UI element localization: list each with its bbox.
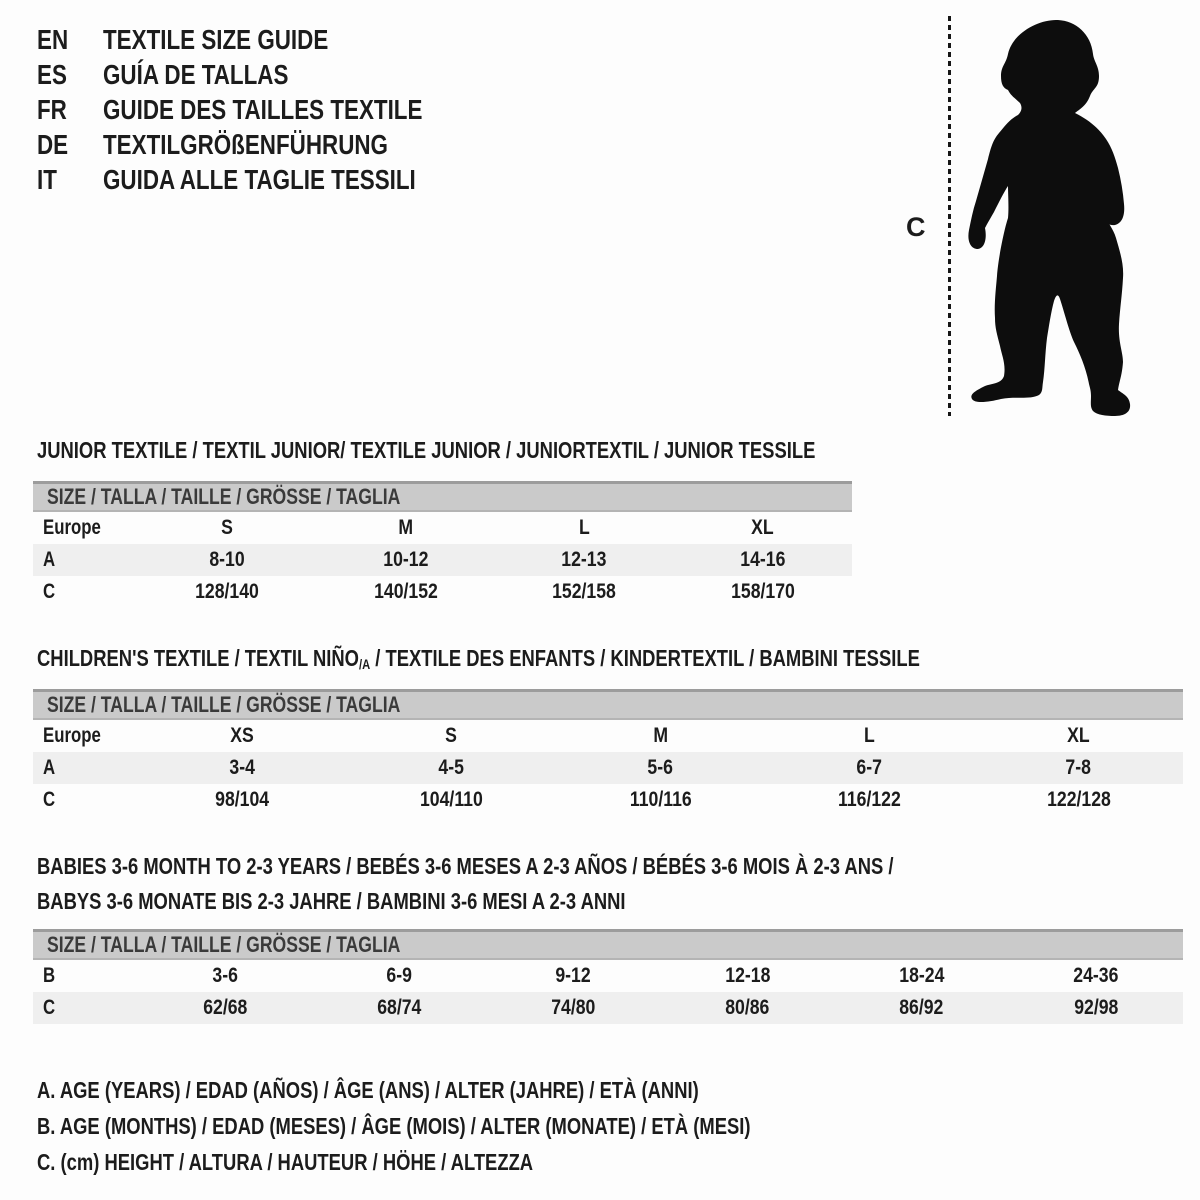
children-section-title-text: [37, 641, 920, 682]
cell-value: 3-4: [229, 756, 256, 779]
language-code: [37, 94, 103, 126]
footnote-c: [37, 1144, 929, 1180]
language-label-text: TEXTILE SIZE GUIDE: [103, 23, 329, 55]
children-title-post: / TEXTILE DES ENFANTS / KINDERTEXTIL / BAMBINI TESSILE: [370, 645, 920, 671]
table-header-row: [33, 691, 1183, 720]
footnotes: [37, 1072, 929, 1180]
cell-value: 152/158: [552, 580, 617, 603]
cell-value: L: [864, 724, 875, 747]
row-label: C: [43, 580, 56, 603]
table-header-row: [33, 483, 852, 512]
table-cell: [660, 992, 834, 1024]
table-cell: [138, 576, 317, 608]
language-label: [103, 24, 502, 56]
row-label-cell: [33, 784, 138, 816]
language-code-text: FR: [37, 93, 67, 125]
cell-value: XS: [230, 724, 255, 747]
table-cell: [138, 544, 317, 576]
language-row-it: [37, 162, 502, 197]
language-label: [103, 164, 502, 196]
cell-value: 92/98: [1073, 996, 1118, 1019]
table-cell: [138, 719, 347, 752]
language-row-es: [37, 57, 502, 92]
height-dashed-line: [948, 16, 951, 416]
language-label: [103, 94, 502, 126]
table-cell: [974, 719, 1183, 752]
language-code-text: IT: [37, 163, 57, 195]
footnote-a-text: A. AGE (YEARS) / EDAD (AÑOS) / ÂGE (ANS) / ALTER (JAHRE) / ETÀ (ANNI): [37, 1077, 699, 1103]
row-label-cell: [33, 719, 138, 752]
table-cell: [835, 959, 1009, 992]
table-cell: [138, 511, 317, 544]
table-cell: [556, 719, 765, 752]
table-cell: [556, 784, 765, 816]
table-cell: [495, 544, 674, 576]
footnote-c-text: C. (cm) HEIGHT / ALTURA / HAUTEUR / HÖHE / ALTEZZA: [37, 1149, 534, 1175]
table-cell: [312, 992, 486, 1024]
cell-value: 10-12: [383, 548, 429, 571]
table-cell: [765, 719, 974, 752]
table-row: [33, 576, 852, 608]
row-label-cell: [33, 752, 138, 784]
cell-value: 6-7: [856, 756, 883, 779]
language-label-text: GUIDE DES TAILLES TEXTILE: [103, 93, 423, 125]
language-label-text: TEXTILGRÖßENFÜHRUNG: [103, 128, 388, 160]
table-row: [33, 959, 1183, 992]
cell-value: 9-12: [555, 964, 592, 987]
cell-value: 74/80: [551, 996, 596, 1019]
row-label: A: [43, 548, 56, 571]
language-label: [103, 59, 502, 91]
language-list: [37, 22, 502, 197]
cell-value: 5-6: [647, 756, 674, 779]
cell-value: M: [653, 724, 668, 747]
table-cell: [835, 992, 1009, 1024]
cell-value: 14-16: [740, 548, 786, 571]
row-label: B: [43, 964, 56, 987]
size-header-bar: [33, 931, 1183, 960]
cell-value: S: [445, 724, 458, 747]
table-cell: [674, 544, 853, 576]
table-cell: [974, 784, 1183, 816]
language-row-en: [37, 22, 502, 57]
footnote-b-text: B. AGE (MONTHS) / EDAD (MESES) / ÂGE (MOIS) / ALTER (MONATE) / ETÀ (MESI): [37, 1113, 751, 1139]
cell-value: 4-5: [438, 756, 465, 779]
cell-value: 8-10: [209, 548, 245, 571]
cell-value: M: [398, 516, 414, 539]
row-label-cell: [33, 576, 138, 608]
row-label: Europe: [43, 516, 101, 539]
cell-value: XL: [1067, 724, 1090, 747]
table-row: [33, 719, 1183, 752]
table-cell: [765, 784, 974, 816]
cell-value: 128/140: [195, 580, 260, 603]
cell-value: 98/104: [215, 788, 270, 811]
cell-value: 68/74: [377, 996, 422, 1019]
table-cell: [317, 511, 496, 544]
row-label-cell: [33, 544, 138, 576]
table-cell: [486, 992, 660, 1024]
junior-section-title: [37, 433, 1010, 468]
table-cell: [317, 576, 496, 608]
table-cell: [486, 959, 660, 992]
language-row-fr: [37, 92, 502, 127]
table-row: [33, 752, 1183, 784]
babies-title-line2: BABYS 3-6 MONATE BIS 2-3 JAHRE / BAMBINI 3-6 MESI A 2-3 ANNI: [37, 888, 626, 914]
table-cell: [1009, 992, 1183, 1024]
cell-value: 12-18: [724, 964, 771, 987]
row-label: Europe: [43, 724, 101, 747]
language-label-text: GUÍA DE TALLAS: [103, 58, 289, 90]
table-cell: [674, 511, 853, 544]
cell-value: 158/170: [730, 580, 795, 603]
table-cell: [495, 511, 674, 544]
table-cell: [317, 544, 496, 576]
babies-size-table: [33, 929, 1183, 1024]
table-cell: [556, 752, 765, 784]
height-measure-label: C: [906, 212, 926, 242]
language-code: [37, 164, 103, 196]
table-cell: [138, 992, 312, 1024]
cell-value: 116/122: [838, 788, 901, 811]
cell-value: 110/116: [629, 788, 692, 811]
language-label: [103, 129, 502, 161]
junior-section-title-text: JUNIOR TEXTILE / TEXTIL JUNIOR/ TEXTILE JUNIOR / JUNIORTEXTIL / JUNIOR TESSILE: [37, 437, 816, 463]
language-label-text: GUIDA ALLE TAGLIE TESSILI: [103, 163, 416, 195]
footnote-b: [37, 1108, 929, 1144]
row-label-cell: [33, 511, 138, 544]
table-cell: [347, 752, 556, 784]
row-label: C: [43, 996, 56, 1019]
table-cell: [347, 719, 556, 752]
size-header-text: SIZE / TALLA / TAILLE / GRÖSSE / TAGLIA: [47, 484, 401, 509]
table-cell: [138, 752, 347, 784]
language-row-de: [37, 127, 502, 162]
table-header-row: [33, 931, 1183, 960]
row-label-cell: [33, 992, 138, 1024]
table-cell: [495, 576, 674, 608]
table-cell: [674, 576, 853, 608]
size-header-bar: [33, 483, 852, 512]
children-size-table: [33, 689, 1183, 816]
row-label-cell: [33, 959, 138, 992]
cell-value: 140/152: [373, 580, 438, 603]
table-cell: [660, 959, 834, 992]
row-label: A: [43, 756, 56, 779]
size-header-text: SIZE / TALLA / TAILLE / GRÖSSE / TAGLIA: [47, 932, 401, 957]
language-code-text: ES: [37, 58, 67, 90]
footnote-a: [37, 1072, 929, 1108]
cell-value: 24-36: [1073, 964, 1119, 987]
table-cell: [974, 752, 1183, 784]
cell-value: 86/92: [899, 996, 944, 1019]
table-cell: [347, 784, 556, 816]
cell-value: 7-8: [1065, 756, 1092, 779]
table-cell: [138, 959, 312, 992]
cell-value: 3-6: [212, 964, 238, 987]
row-label: C: [43, 788, 56, 811]
cell-value: XL: [751, 516, 775, 539]
junior-size-table: [33, 481, 852, 608]
cell-value: L: [578, 516, 590, 539]
cell-value: 80/86: [725, 996, 770, 1019]
table-cell: [1009, 959, 1183, 992]
children-section-title: [37, 641, 1141, 682]
table-cell: [765, 752, 974, 784]
table-cell: [138, 784, 347, 816]
cell-value: 12-13: [561, 548, 607, 571]
baby-silhouette-image: [963, 16, 1137, 420]
children-title-sub: /A: [358, 656, 371, 672]
babies-title-line1: BABIES 3-6 MONTH TO 2-3 YEARS / BEBÉS 3-6 MESES A 2-3 AÑOS / BÉBÉS 3-6 MOIS À 2-3 ANS /: [37, 853, 894, 879]
table-row: [33, 544, 852, 576]
cell-value: 6-9: [386, 964, 412, 987]
language-code-text: EN: [37, 23, 69, 55]
language-code: [37, 129, 103, 161]
size-header-text: SIZE / TALLA / TAILLE / GRÖSSE / TAGLIA: [47, 692, 401, 717]
cell-value: 122/128: [1046, 788, 1111, 811]
table-row: [33, 784, 1183, 816]
cell-value: 62/68: [203, 996, 248, 1019]
cell-value: 104/110: [420, 788, 483, 811]
language-code-text: DE: [37, 128, 69, 160]
cell-value: 18-24: [899, 964, 945, 987]
cell-value: S: [221, 516, 234, 539]
table-cell: [312, 959, 486, 992]
table-row: [33, 992, 1183, 1024]
babies-section-title: [37, 849, 1108, 919]
table-row: [33, 511, 852, 544]
size-header-bar: [33, 691, 1183, 720]
children-title-pre: CHILDREN'S TEXTILE / TEXTIL NIÑO: [37, 645, 359, 671]
language-code: [37, 24, 103, 56]
language-code: [37, 59, 103, 91]
